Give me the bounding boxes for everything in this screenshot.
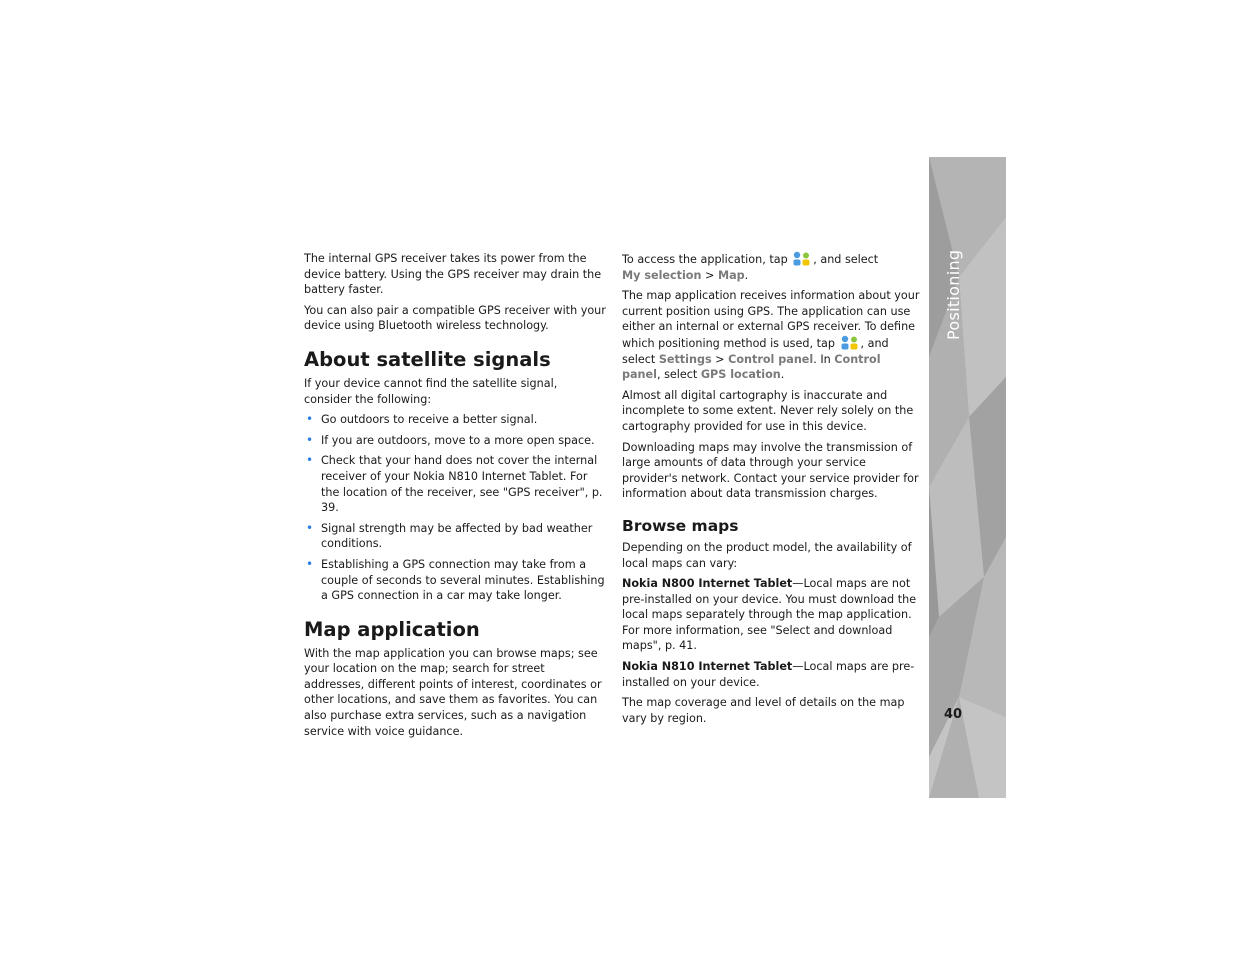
bullet-icon: • — [306, 556, 314, 571]
n810-paragraph: Nokia N810 Internet Tablet—Local maps are pre-installed on your device. — [622, 660, 915, 689]
coverage-paragraph: The map coverage and level of details on the map vary by region. — [622, 696, 905, 725]
intro-paragraph-1: The internal GPS receiver takes its power from the device battery. Using the GPS receiver may drain the battery faster. — [304, 252, 602, 297]
bullet-icon: • — [306, 432, 314, 447]
downloading-paragraph: Downloading maps may involve the transmission of large amounts of data through your service provider's network. Contact your service provider for information about data transmission charges. — [622, 440, 919, 501]
map-application-body: With the map application you can browse maps; see your location on the map; search for street addresses, different points of interest, coordinates or other locations, and save them as favorites. You can also purchase extra services, such as a navigation service with voice guidance. — [304, 646, 602, 738]
list-item: • Go outdoors to receive a better signal. — [306, 412, 538, 427]
section-sidebar — [929, 157, 1006, 798]
satellite-intro: If your device cannot find the satellite signal, consider the following: — [304, 376, 558, 406]
page-number: 40 — [944, 707, 963, 722]
access-paragraph: To access the application, tap , and select My selection > Map. — [622, 253, 879, 282]
browse-intro: Depending on the product model, the availability of local maps can vary: — [622, 540, 912, 570]
intro-paragraph-2: You can also pair a compatible GPS receiver with your device using Bluetooth wireless technology. — [304, 303, 606, 333]
browse-maps-heading: Browse maps — [622, 516, 739, 535]
list-item: • Establishing a GPS connection may take from a couple of seconds to several minutes. Establishing a GPS connection in a car may take longer. — [306, 556, 605, 603]
n800-paragraph: Nokia N800 Internet Tablet—Local maps are not pre-installed on your device. You must download the local maps separately through the map application. For more information, see "Select and download maps", p. 41. — [622, 577, 917, 653]
right-column — [622, 251, 922, 731]
bullet-icon: • — [306, 453, 314, 468]
section-title: Positioning — [944, 249, 963, 340]
satellite-heading: About satellite signals — [304, 347, 551, 371]
map-application-heading: Map application — [304, 617, 480, 641]
list-item: • Signal strength may be affected by bad weather conditions. — [306, 520, 593, 551]
list-item: • If you are outdoors, move to a more open space. — [306, 432, 595, 447]
left-column — [304, 251, 606, 744]
list-item: • Check that your hand does not cover the internal receiver of your Nokia N810 Internet Tablet. For the location of the receiver, see "GPS receiver", p. 39. — [306, 453, 603, 515]
application-grid-icon — [792, 251, 812, 267]
bullet-icon: • — [306, 412, 314, 427]
sidebar-facet-pattern — [929, 157, 1006, 798]
receives-paragraph: The map application receives information about your current position using GPS. The application can use either an internal or external GPS receiver. To define which positioning method is used, tap , and select Settings > Control panel. In Control panel, select GPS location. — [622, 289, 920, 382]
cartography-paragraph: Almost all digital cartography is inaccurate and incomplete to some extent. Never rely solely on the cartography provided for use in this device. — [622, 388, 914, 433]
application-grid-icon — [840, 335, 860, 351]
satellite-bullet-list — [304, 412, 606, 604]
bullet-icon: • — [306, 520, 314, 535]
